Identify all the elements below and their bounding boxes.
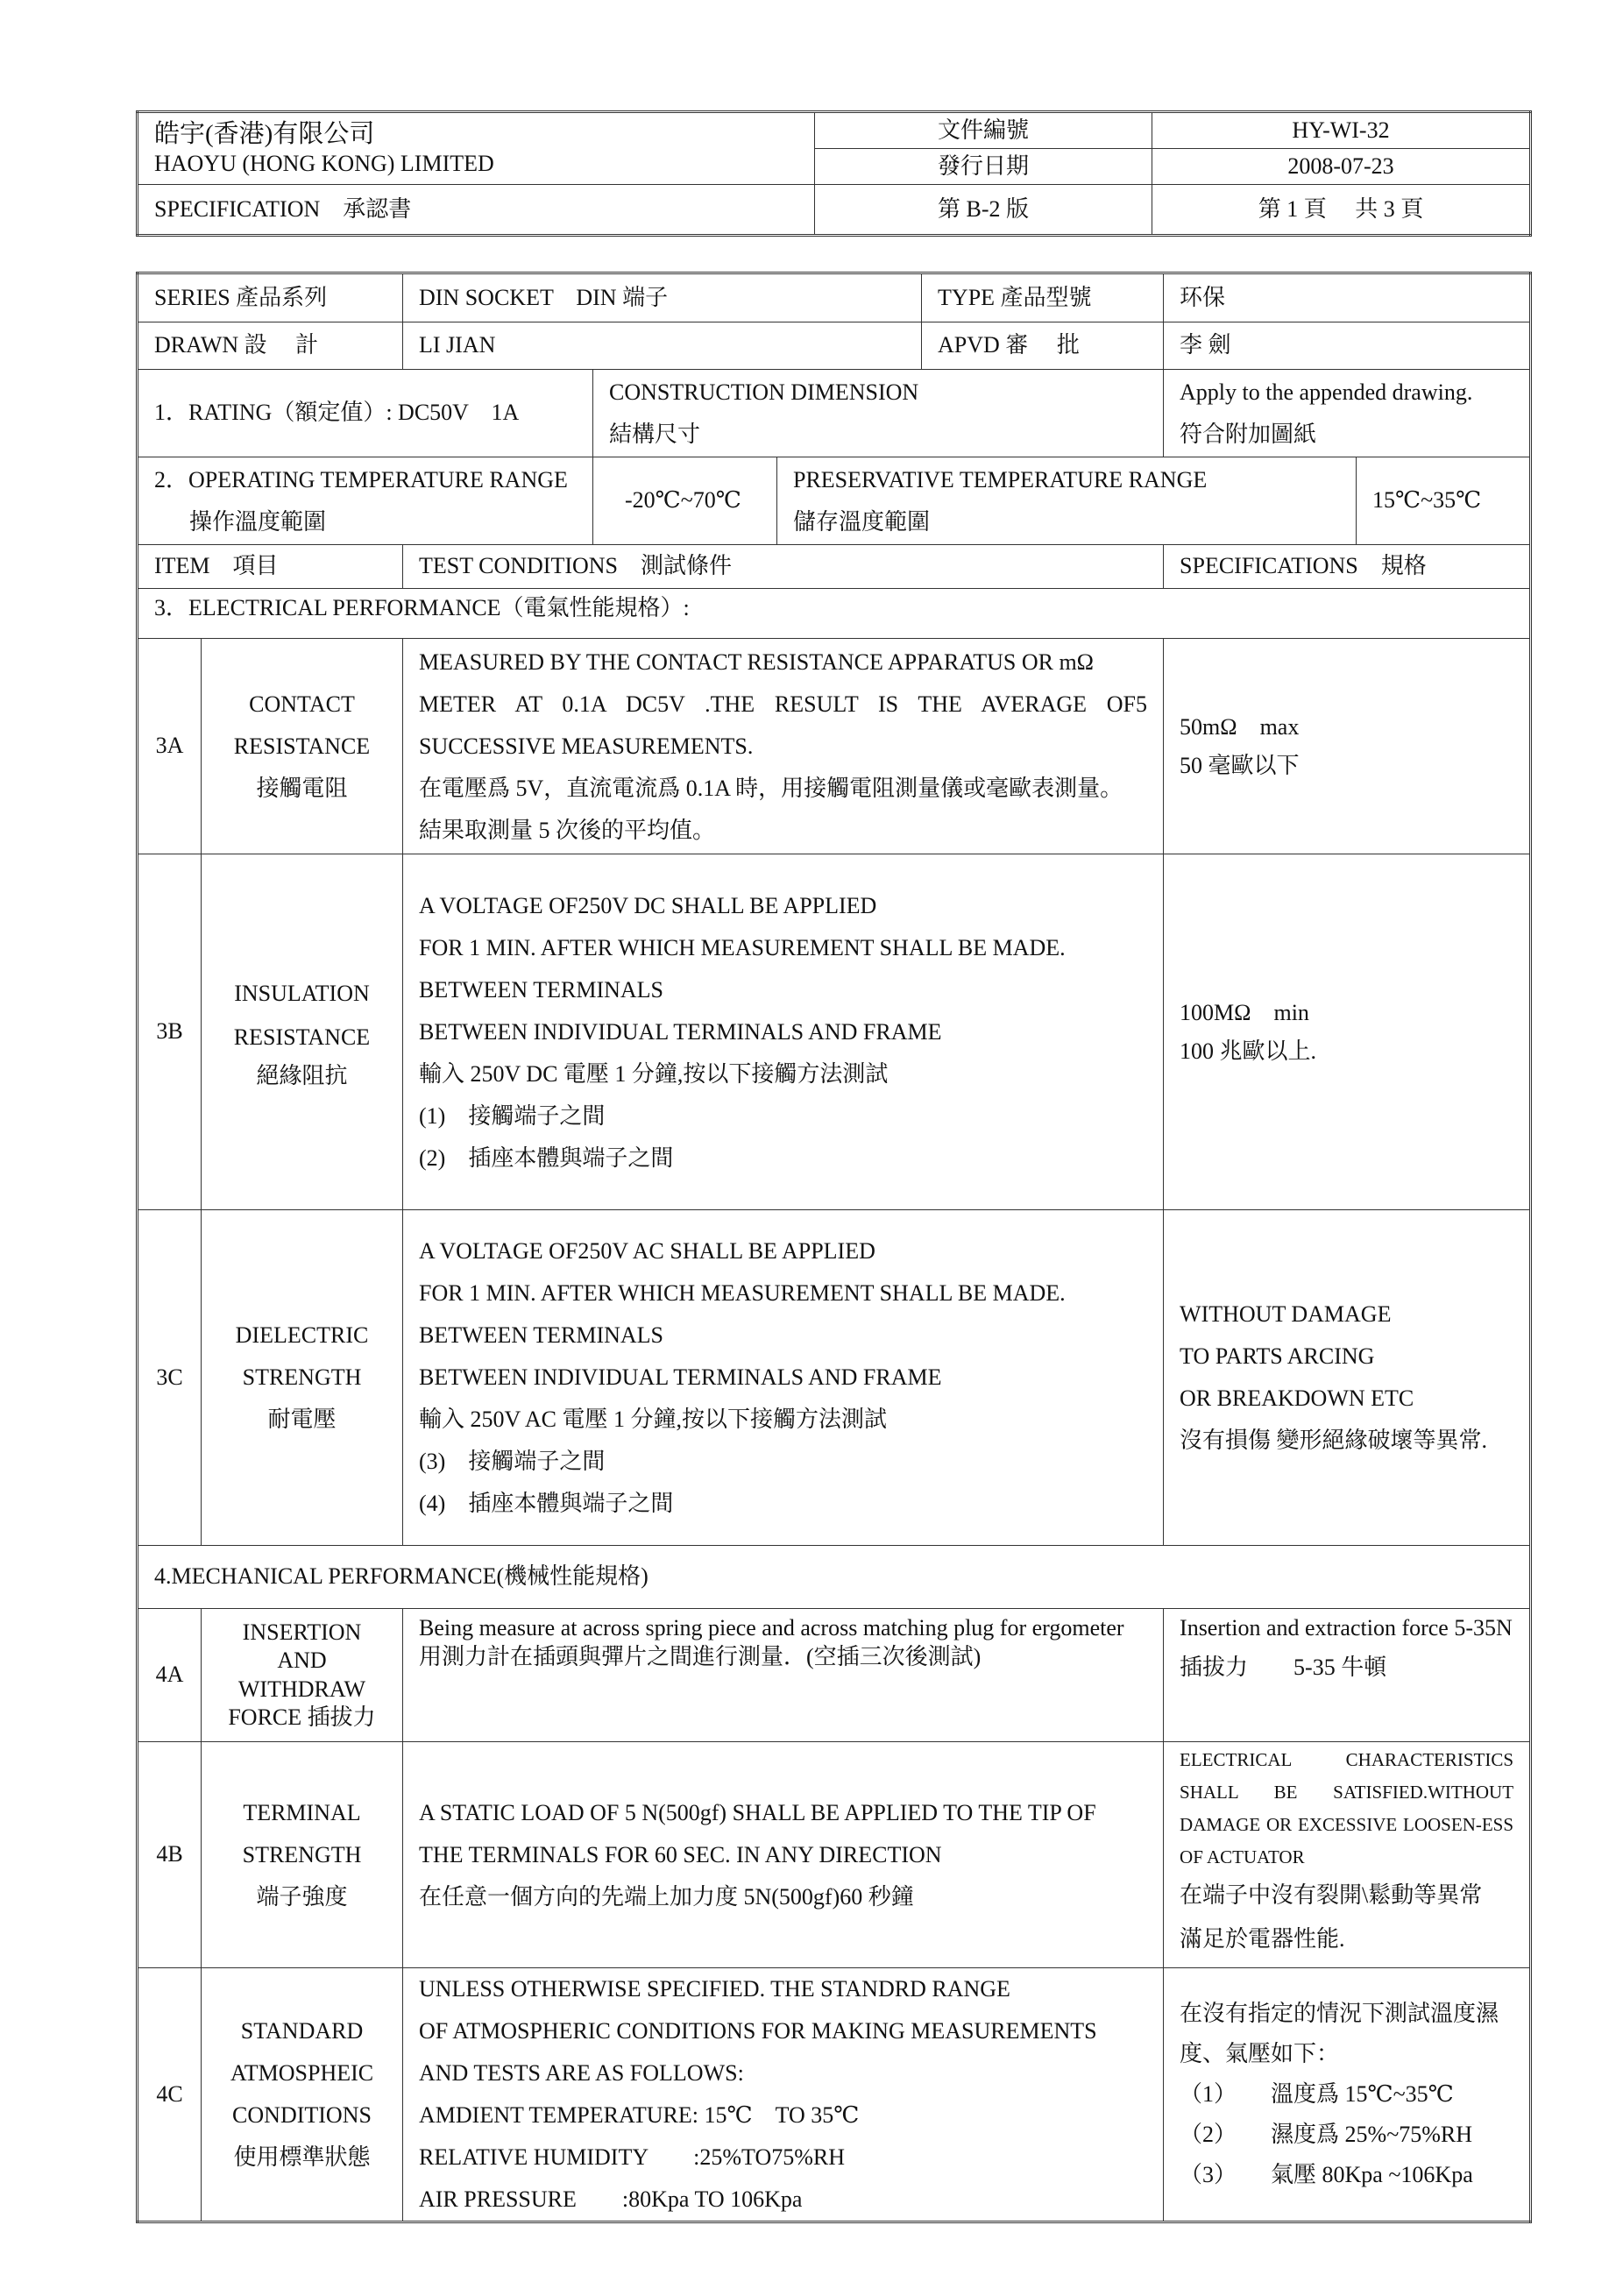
preservative-temp-en: PRESERVATIVE TEMPERATURE RANGE (793, 466, 1208, 493)
item-name-line: RESISTANCE (233, 733, 371, 759)
test-line: Being measure at across spring piece and across matching plug for ergometer (419, 1615, 1124, 1641)
test-line: THE TERMINALS FOR 60 SEC. IN ANY DIRECTION (419, 1841, 942, 1867)
test-line: A STATIC LOAD OF 5 N(500gf) SHALL BE APPLIED TO THE TIP OF (419, 1799, 1096, 1825)
spec-line: 50 毫歐以下 (1180, 752, 1300, 778)
specification (1164, 1609, 1531, 1742)
table-row (138, 1968, 1531, 2222)
item-name-line: 使用標準狀態 (233, 2144, 371, 2170)
item-name-line: ATMOSPHEIC (230, 2060, 374, 2086)
item-name-line: INSERTION (242, 1619, 362, 1645)
drawn-value: LI JIAN (403, 322, 922, 370)
spec-line: （1） 溫度爲 15℃~35℃ (1180, 2081, 1454, 2107)
company-name-cn: 皓宇(香港)有限公司 (154, 120, 375, 149)
construction-dimension (593, 370, 1164, 457)
item-name-line: CONTACT (249, 691, 355, 717)
spec-line: 在端子中沒有裂開\鬆動等異常 (1180, 1882, 1483, 1908)
spec-line: 滿足於電器性能. (1180, 1926, 1345, 1952)
operating-temp-label (138, 457, 593, 545)
item-name-line: TERMINAL (243, 1799, 361, 1825)
drawn-label: DRAWN 設 計 (138, 322, 403, 370)
spec-line: OR BREAKDOWN ETC (1180, 1385, 1414, 1411)
column-item: ITEM 項目 (138, 545, 403, 589)
item-id: 4C (138, 1968, 202, 2222)
spec-line: 100 兆歐以上. (1180, 1038, 1317, 1064)
table-row (138, 639, 1531, 854)
test-line: BETWEEN TERMINALS (419, 1322, 663, 1348)
column-specifications: SPECIFICATIONS 規格 (1164, 545, 1531, 589)
test-line: UNLESS OTHERWISE SPECIFIED. THE STANDRD RANGE (419, 1976, 1010, 2002)
item-name-line: WITHDRAW (237, 1676, 366, 1702)
test-line: 輸入 250V AC 電壓 1 分鐘,按以下接觸方法測試 (419, 1407, 887, 1432)
spec-line: 沒有損傷 變形絕緣破壞等異常. (1180, 1428, 1488, 1453)
doc-title: SPECIFICATION 承認書 (138, 185, 815, 236)
test-line: BETWEEN INDIVIDUAL TERMINALS AND FRAME (419, 1018, 942, 1045)
item-id: 3B (138, 854, 202, 1210)
test-line: BETWEEN TERMINALS (419, 976, 663, 1003)
document-header (136, 110, 1532, 237)
test-line: 結果取測量 5 次後的平均值。 (419, 817, 716, 843)
item-name-line: STRENGTH (242, 1841, 362, 1867)
construction-note (1164, 370, 1531, 457)
item-name (202, 1742, 403, 1968)
operating-temp-cn: 操作溫度範圍 (189, 508, 327, 535)
item-name-line: DIELECTRIC (235, 1322, 369, 1348)
item-name (202, 1210, 403, 1546)
table-row (138, 1210, 1531, 1546)
spec-line: TO PARTS ARCING (1180, 1343, 1375, 1369)
test-line: A VOLTAGE OF250V DC SHALL BE APPLIED (419, 892, 877, 918)
table-row (138, 1742, 1531, 1968)
doc-version: 第 B-2 版 (815, 185, 1152, 236)
doc-no: HY-WI-32 (1152, 112, 1531, 149)
type-value: 环保 (1164, 273, 1531, 322)
item-id: 4A (138, 1609, 202, 1742)
item-name-line: AND (277, 1648, 327, 1673)
specification (1164, 1210, 1531, 1546)
apvd-value: 李 劍 (1164, 322, 1531, 370)
preservative-temp-value: 15℃~35℃ (1357, 457, 1531, 545)
issue-date: 2008-07-23 (1152, 149, 1531, 185)
test-line: 用測力計在插頭與彈片之間進行測量．(空插三次後測試) (419, 1644, 982, 1669)
specification (1164, 1968, 1531, 2222)
test-line: (3) 接觸端子之間 (419, 1449, 606, 1474)
doc-no-label: 文件編號 (815, 112, 1152, 149)
company-name (138, 112, 815, 185)
preservative-temp-cn: 儲存溫度範圍 (793, 508, 931, 535)
spec-intro: 在沒有指定的情況下測試溫度濕度、氣壓如下： (1180, 2001, 1499, 2066)
test-conditions (403, 1609, 1164, 1742)
construction-en: CONSTRUCTION DIMENSION (609, 379, 919, 405)
series-value: DIN SOCKET DIN 端子 (403, 273, 922, 322)
spec-line: 插拔力 5-35 牛頓 (1180, 1655, 1387, 1680)
operating-temp-en: 2．OPERATING TEMPERATURE RANGE (154, 466, 568, 493)
test-conditions (403, 1210, 1164, 1546)
company-name-en: HAOYU (HONG KONG) LIMITED (154, 151, 494, 177)
spec-line: 50mΩ max (1180, 713, 1300, 740)
operating-temp-value: -20℃~70℃ (593, 457, 777, 545)
section-3-title: 3．ELECTRICAL PERFORMANCE（電氣性能規格）: (138, 589, 1531, 639)
test-line: (1) 接觸端子之間 (419, 1102, 606, 1129)
rating: 1．RATING（額定值）: DC50V 1A (138, 370, 593, 457)
spec-line: WITHOUT DAMAGE (1180, 1301, 1392, 1327)
item-name-line: STANDARD (240, 2018, 364, 2044)
spec-line: 100MΩ min (1180, 999, 1309, 1025)
item-id: 3A (138, 639, 202, 854)
test-conditions (403, 639, 1164, 854)
item-name-line: STRENGTH (242, 1364, 362, 1390)
test-line: AND TESTS ARE AS FOLLOWS: (419, 2060, 744, 2086)
item-name (202, 1968, 403, 2222)
item-name-line: 耐電壓 (267, 1407, 337, 1432)
spec-line: （3） 氣壓 80Kpa ~106Kpa (1180, 2162, 1473, 2187)
item-name-line: INSULATION (234, 980, 370, 1006)
item-name-line: 接觸電阻 (256, 775, 348, 801)
item-name-line: FORCE 插拔力 (228, 1704, 376, 1730)
test-line: METER AT 0.1A DC5V .THE RESULT IS THE AVERAGE OF5 (419, 691, 1148, 717)
item-name-line: RESISTANCE (233, 1024, 371, 1050)
apvd-label: APVD 審 批 (922, 322, 1164, 370)
test-conditions (403, 1968, 1164, 2222)
section-4-title: 4.MECHANICAL PERFORMANCE(機械性能規格) (138, 1546, 1531, 1609)
specification (1164, 1742, 1531, 1968)
item-name (202, 1609, 403, 1742)
test-line: 在電壓爲 5V，直流電流爲 0.1A 時，用接觸電阻測量儀或毫歐表測量。 (419, 775, 1123, 801)
page-number: 第 1 頁 共 3 頁 (1152, 185, 1531, 236)
test-line: RELATIVE HUMIDITY :25%TO75%RH (419, 2144, 846, 2170)
test-line: 在任意一個方向的先端上加力度 5N(500gf)60 秒鐘 (419, 1883, 914, 1910)
construction-note-cn: 符合附加圖紙 (1180, 421, 1317, 447)
column-test-conditions: TEST CONDITIONS 測試條件 (403, 545, 1164, 589)
specification (1164, 639, 1531, 854)
series-label: SERIES 產品系列 (138, 273, 403, 322)
item-name-line: CONDITIONS (232, 2102, 372, 2128)
test-line: (2) 插座本體與端子之間 (419, 1144, 674, 1171)
item-name-line: 絕緣阻抗 (256, 1062, 348, 1088)
preservative-temp-label (777, 457, 1357, 545)
item-name-line: 端子強度 (256, 1883, 348, 1910)
spec-table (136, 272, 1532, 2223)
test-line: FOR 1 MIN. AFTER WHICH MEASUREMENT SHALL BE MADE. (419, 1280, 1066, 1306)
test-line: BETWEEN INDIVIDUAL TERMINALS AND FRAME (419, 1364, 942, 1390)
table-row (138, 1609, 1531, 1742)
construction-cn: 結構尺寸 (609, 421, 701, 447)
item-name (202, 854, 403, 1210)
test-line: SUCCESSIVE MEASUREMENTS. (419, 733, 754, 759)
test-line: MEASURED BY THE CONTACT RESISTANCE APPARATUS OR mΩ (419, 648, 1095, 675)
test-line: FOR 1 MIN. AFTER WHICH MEASUREMENT SHALL BE MADE. (419, 934, 1066, 960)
item-id: 3C (138, 1210, 202, 1546)
construction-note-en: Apply to the appended drawing. (1180, 379, 1473, 405)
item-id: 4B (138, 1742, 202, 1968)
spec-line: Insertion and extraction force 5-35N (1180, 1615, 1513, 1641)
table-row (138, 854, 1531, 1210)
type-label: TYPE 產品型號 (922, 273, 1164, 322)
specification (1164, 854, 1531, 1210)
issue-date-label: 發行日期 (815, 149, 1152, 185)
test-line: (4) 插座本體與端子之間 (419, 1491, 674, 1516)
test-line: OF ATMOSPHERIC CONDITIONS FOR MAKING MEASUREMENTS (419, 2018, 1097, 2044)
item-name (202, 639, 403, 854)
spec-note: ELECTRICAL CHARACTERISTICS SHALL BE SATISFIED.WITHOUT DAMAGE OR EXCESSIVE LOOSEN-ESS OF ACTUATOR (1180, 1749, 1514, 1867)
test-line: A VOLTAGE OF250V AC SHALL BE APPLIED (419, 1238, 875, 1264)
test-line: AIR PRESSURE :80Kpa TO 106Kpa (419, 2186, 803, 2212)
test-line: AMDIENT TEMPERATURE: 15℃ TO 35℃ (419, 2102, 860, 2128)
test-line: 輸入 250V DC 電壓 1 分鐘,按以下接觸方法測試 (419, 1060, 889, 1087)
test-conditions (403, 854, 1164, 1210)
test-conditions (403, 1742, 1164, 1968)
spec-line: （2） 濕度爲 25%~75%RH (1180, 2122, 1473, 2147)
